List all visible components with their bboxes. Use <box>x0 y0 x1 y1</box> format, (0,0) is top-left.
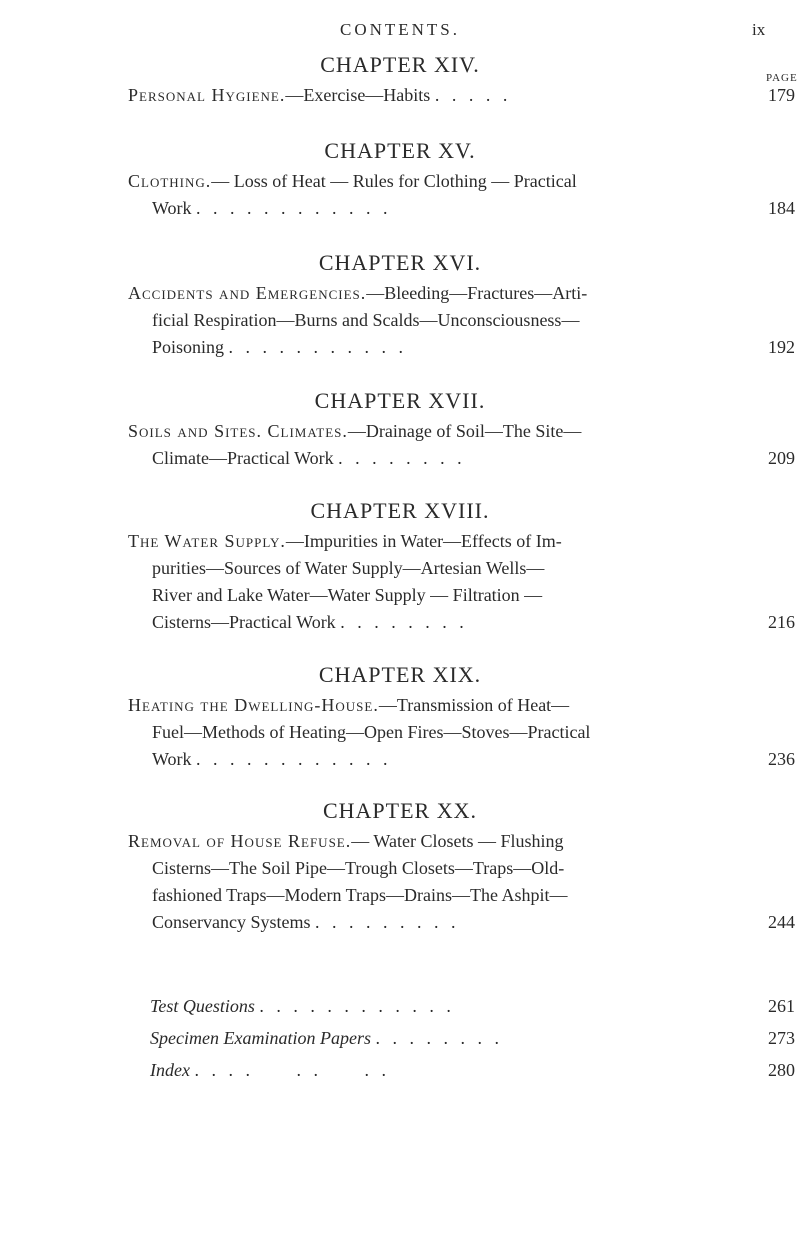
chapter-heading: CHAPTER XV. <box>324 138 476 163</box>
page-folio: ix <box>752 20 766 39</box>
entry-text: Cisterns—Practical Work <box>152 612 336 632</box>
entry-text: —Drainage of Soil—The Site— <box>347 421 582 441</box>
chapter-entry <box>128 528 796 636</box>
entry-line <box>128 528 796 555</box>
chapter-entry <box>128 82 796 109</box>
entry-text: fashioned Traps—Modern Traps—Drains—The Ashpit— <box>152 885 568 905</box>
dot-leader: . . . . . . . . . <box>314 912 460 932</box>
entry-text: River and Lake Water—Water Supply — Filtration — <box>152 585 543 605</box>
entry-subject: Accidents and Emergencies. <box>128 283 367 303</box>
dot-leader: . . . . . . . . <box>375 1028 503 1048</box>
entry-text: Poisoning <box>152 337 225 357</box>
back-matter-title: Specimen Examination Papers <box>150 1028 371 1048</box>
entry-line <box>128 195 796 222</box>
page-number: 192 <box>768 337 795 357</box>
page-number: 261 <box>768 996 795 1016</box>
entry-text: Climate—Practical Work <box>152 448 334 468</box>
entry-line <box>128 609 796 636</box>
chapter-heading: CHAPTER XVI. <box>318 250 482 275</box>
entry-text: Work <box>152 198 192 218</box>
chapter-entry <box>128 418 796 472</box>
entry-subject: Personal Hygiene. <box>128 85 286 105</box>
entry-line <box>128 746 796 773</box>
entry-text: Fuel—Methods of Heating—Open Fires—Stoves—Practical <box>152 722 591 742</box>
running-head: CONTENTS. <box>339 20 461 39</box>
entry-line <box>128 719 796 746</box>
back-matter-entry <box>150 1025 796 1052</box>
entry-line <box>128 582 796 609</box>
entry-text: —Bleeding—Fractures—Arti- <box>366 283 588 303</box>
dot-leader: . . . . . . . . . . . <box>228 337 408 357</box>
chapter-heading: CHAPTER XIV. <box>320 52 480 77</box>
dot-leader: . . . . . . . . . . . . <box>259 996 455 1016</box>
entry-line <box>128 855 796 882</box>
dot-leader: . . . . . . . . . . . . <box>196 198 392 218</box>
entry-line <box>128 280 796 307</box>
entry-line <box>128 909 796 936</box>
entry-subject: Clothing. <box>128 171 212 191</box>
entry-line <box>128 882 796 909</box>
entry-subject: The Water Supply. <box>128 531 286 551</box>
page-number: 244 <box>768 912 795 932</box>
chapter-entry <box>128 828 796 936</box>
chapter-entry <box>128 280 796 361</box>
entry-text: — Loss of Heat — Rules for Clothing — Practical <box>211 171 577 191</box>
page-number: 216 <box>768 612 795 632</box>
entry-text: —Impurities in Water—Effects of Im- <box>285 531 562 551</box>
chapter-heading: CHAPTER XIX. <box>318 662 482 687</box>
entry-line <box>128 692 796 719</box>
page-number: 184 <box>768 198 795 218</box>
entry-text: ficial Respiration—Burns and Scalds—Unconsciousness— <box>152 310 580 330</box>
entry-line <box>128 82 796 109</box>
back-matter-entry <box>150 993 796 1020</box>
dot-leader: . . . . . . . . <box>340 612 468 632</box>
chapter-entry <box>128 168 796 222</box>
page-number: 179 <box>768 85 795 105</box>
dot-leader: . . . . . . . . <box>338 448 466 468</box>
entry-text: Work <box>152 749 192 769</box>
entry-line <box>128 828 796 855</box>
entry-line <box>128 445 796 472</box>
page-number: 273 <box>768 1028 795 1048</box>
entry-text: Cisterns—The Soil Pipe—Trough Closets—Traps—Old- <box>152 858 565 878</box>
entry-subject: Heating the Dwelling-House. <box>128 695 379 715</box>
entry-text: —Exercise—Habits <box>285 85 431 105</box>
entry-line <box>128 168 796 195</box>
entry-text: Conservancy Systems <box>152 912 311 932</box>
entry-subject: Removal of House Refuse. <box>128 831 352 851</box>
back-matter-entry <box>150 1057 796 1084</box>
page-column-label: PAGE <box>766 72 798 84</box>
page-number: 209 <box>768 448 795 468</box>
entry-line <box>128 307 796 334</box>
back-matter-title: Index <box>150 1060 190 1080</box>
entry-text: purities—Sources of Water Supply—Artesian Wells— <box>152 558 545 578</box>
dot-leader: . . . . . . . . . . . . <box>196 749 392 769</box>
page-number: 236 <box>768 749 795 769</box>
entry-line <box>128 418 796 445</box>
entry-line <box>128 555 796 582</box>
entry-text: — Water Closets — Flushing <box>351 831 564 851</box>
dot-leader: . . . . . . . . <box>194 1060 390 1080</box>
entry-text: —Transmission of Heat— <box>378 695 570 715</box>
dot-leader: . . . . . <box>434 85 512 105</box>
chapter-entry <box>128 692 796 773</box>
chapter-heading: CHAPTER XX. <box>322 798 477 823</box>
back-matter-title: Test Questions <box>150 996 255 1016</box>
entry-subject: Soils and Sites. Climates. <box>128 421 348 441</box>
page-number: 280 <box>768 1060 795 1080</box>
chapter-heading: CHAPTER XVII. <box>314 388 486 413</box>
chapter-heading: CHAPTER XVIII. <box>310 498 490 523</box>
entry-line <box>128 334 796 361</box>
